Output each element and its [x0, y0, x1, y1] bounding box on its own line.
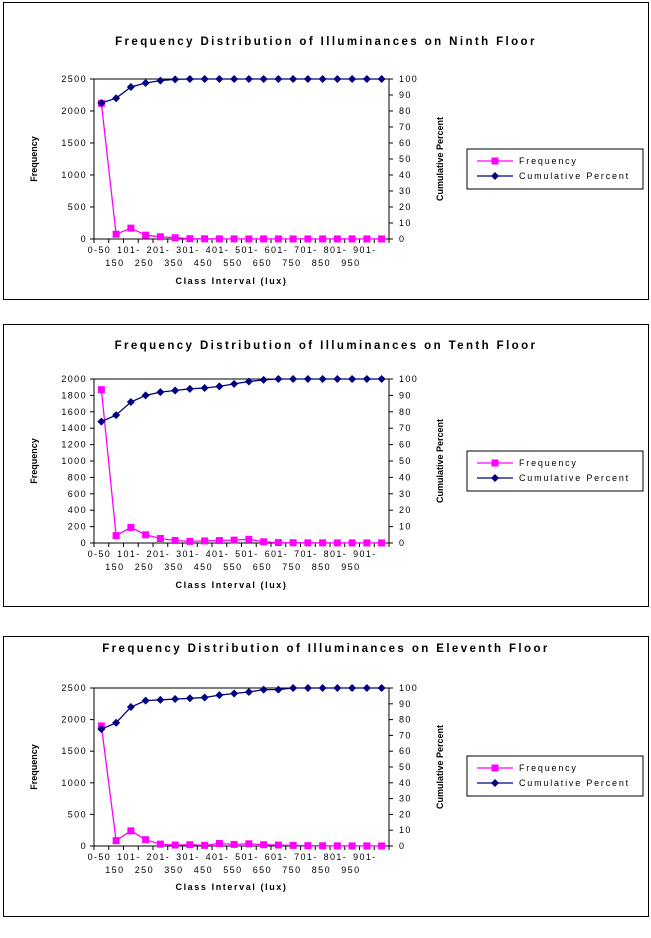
frequency-point	[378, 235, 385, 242]
x-tick-label-second-line: 650	[252, 258, 272, 268]
frequency-point	[334, 539, 341, 546]
frequency-point	[231, 235, 238, 242]
x-tick-label: 501-	[235, 549, 259, 559]
cumulative-percent-point	[186, 694, 194, 702]
cumulative-percent-point	[186, 385, 194, 393]
y2-tick-label: 90	[399, 90, 412, 100]
cumulative-percent-point	[156, 77, 164, 85]
series-line-cumulative-percent	[101, 379, 381, 422]
frequency-point	[201, 842, 208, 849]
y-tick-label: 2500	[61, 74, 87, 84]
frequency-point	[245, 536, 252, 543]
frequency-point	[216, 840, 223, 847]
frequency-point	[290, 235, 297, 242]
x-tick-label: 401-	[205, 245, 230, 255]
x-tick-label-second-line: 750	[282, 865, 302, 875]
y2-tick-label: 70	[399, 730, 412, 741]
cumulative-percent-point	[245, 75, 253, 83]
x-tick-label-second-line: 350	[164, 258, 184, 268]
x-tick-label-second-line: 150	[105, 865, 125, 875]
cumulative-percent-point	[171, 386, 179, 394]
y-tick-label: 1600	[61, 406, 87, 417]
frequency-point	[186, 235, 193, 242]
chart-ninth-floor	[4, 3, 648, 299]
y2-tick-label: 50	[399, 456, 412, 466]
cumulative-percent-point	[274, 75, 282, 83]
x-tick-label-second-line: 650	[252, 865, 272, 875]
x-tick-label-second-line: 450	[193, 865, 213, 875]
x-tick-label: 0-50	[87, 852, 112, 862]
y2-tick-label: 0	[399, 841, 406, 851]
frequency-point	[113, 837, 120, 844]
cumulative-percent-point	[348, 375, 356, 383]
x-tick-label-second-line: 550	[223, 258, 243, 268]
y-tick-label: 0	[80, 538, 87, 548]
x-tick-label: 501-	[235, 852, 259, 862]
y-tick-label: 800	[67, 472, 87, 483]
x-tick-label: 301-	[176, 852, 200, 862]
y-tick-label: 1000	[61, 456, 87, 466]
y2-tick-label: 80	[399, 106, 412, 116]
x-tick-label: 601-	[264, 852, 289, 862]
cumulative-percent-point	[363, 375, 371, 383]
y2-axis-label: Cumulative Percent	[435, 724, 445, 810]
x-tick-label-second-line: 750	[282, 562, 302, 572]
y2-tick-label: 100	[399, 683, 419, 693]
chart-title: Frequency Distribution of Illuminances on Eleventh Floor	[102, 643, 550, 655]
x-tick-label: 301-	[176, 549, 200, 559]
y-tick-label: 2000	[61, 374, 87, 384]
cumulative-percent-point	[230, 380, 238, 388]
x-tick-label: 0-50	[87, 245, 112, 255]
y-tick-label: 600	[67, 488, 87, 499]
legend-label: Cumulative Percent	[519, 778, 630, 788]
frequency-point	[172, 234, 179, 241]
legend-label: Frequency	[519, 156, 578, 166]
y2-tick-label: 70	[399, 122, 412, 132]
frequency-point	[319, 235, 326, 242]
series-line-frequency	[101, 726, 381, 846]
frequency-point	[260, 841, 267, 848]
y2-tick-label: 0	[399, 538, 406, 548]
series-line-frequency	[101, 390, 381, 543]
frequency-point	[142, 531, 149, 538]
cumulative-percent-point	[348, 75, 356, 83]
frequency-point	[378, 842, 385, 849]
x-tick-label: 801-	[323, 245, 348, 255]
y-tick-label: 1400	[61, 423, 87, 434]
cumulative-percent-point	[274, 375, 282, 383]
cumulative-percent-point	[319, 684, 327, 692]
x-tick-label-second-line: 550	[223, 562, 243, 572]
x-tick-label: 501-	[235, 245, 259, 255]
x-tick-label-second-line: 850	[311, 865, 331, 875]
cumulative-percent-point	[171, 695, 179, 703]
cumulative-percent-point	[201, 384, 209, 392]
cumulative-percent-point	[230, 75, 238, 83]
y2-tick-label: 60	[399, 439, 412, 450]
y-axis-label: Frequency	[29, 136, 39, 182]
x-tick-label: 901-	[353, 852, 377, 862]
x-tick-label-second-line: 950	[341, 865, 361, 875]
y2-tick-label: 20	[399, 809, 412, 820]
x-tick-label: 801-	[323, 549, 348, 559]
legend-box	[467, 451, 643, 491]
legend-box	[467, 149, 643, 189]
x-tick-label: 401-	[205, 549, 230, 559]
y2-tick-label: 70	[399, 423, 412, 434]
y-axis-label: Frequency	[29, 438, 39, 484]
x-axis-label: Class Interval (lux)	[175, 276, 288, 286]
x-tick-label-second-line: 250	[134, 865, 154, 875]
legend-marker-square	[492, 460, 499, 467]
y2-tick-label: 40	[399, 170, 412, 180]
cumulative-percent-point	[363, 684, 371, 692]
frequency-point	[349, 235, 356, 242]
frequency-point	[113, 231, 120, 238]
x-tick-label-second-line: 350	[164, 562, 184, 572]
y-tick-label: 1800	[61, 390, 87, 401]
cumulative-percent-point	[333, 684, 341, 692]
y2-tick-label: 10	[399, 521, 412, 532]
y2-tick-label: 20	[399, 505, 412, 516]
x-tick-label: 101-	[117, 549, 141, 559]
legend-marker-square	[492, 158, 499, 165]
frequency-point	[201, 235, 208, 242]
frequency-point	[98, 386, 105, 393]
y2-tick-label: 90	[399, 698, 412, 709]
x-tick-label: 901-	[353, 245, 377, 255]
frequency-point	[157, 535, 164, 542]
x-tick-label-second-line: 950	[341, 258, 361, 268]
chart-panel-eleventh-floor	[3, 636, 649, 917]
cumulative-percent-point	[186, 75, 194, 83]
x-axis-label: Class Interval (lux)	[175, 882, 288, 892]
chart-title: Frequency Distribution of Illuminances on Ninth Floor	[115, 36, 537, 48]
y-axis-label: Frequency	[29, 744, 39, 790]
cumulative-percent-point	[319, 375, 327, 383]
cumulative-percent-point	[348, 684, 356, 692]
x-tick-label: 101-	[117, 245, 141, 255]
cumulative-percent-point	[171, 75, 179, 83]
y2-tick-label: 0	[399, 234, 406, 244]
series-line-cumulative-percent	[101, 688, 381, 729]
y-tick-label: 1200	[61, 439, 87, 450]
frequency-point	[290, 842, 297, 849]
cumulative-percent-point	[260, 75, 268, 83]
x-tick-label-second-line: 350	[164, 865, 184, 875]
cumulative-percent-point	[333, 75, 341, 83]
chart-panel-ninth-floor	[3, 2, 649, 300]
x-tick-label: 301-	[176, 245, 200, 255]
x-tick-label: 801-	[323, 852, 348, 862]
frequency-point	[142, 232, 149, 239]
frequency-point	[127, 827, 134, 834]
frequency-point	[157, 233, 164, 240]
x-tick-label: 601-	[264, 549, 289, 559]
cumulative-percent-point	[201, 75, 209, 83]
chart-panel-tenth-floor	[3, 324, 649, 607]
cumulative-percent-point	[378, 75, 386, 83]
frequency-point	[172, 537, 179, 544]
frequency-point	[172, 842, 179, 849]
frequency-point	[157, 841, 164, 848]
frequency-point	[275, 539, 282, 546]
y2-tick-label: 60	[399, 138, 412, 148]
cumulative-percent-point	[245, 688, 253, 696]
frequency-point	[245, 235, 252, 242]
frequency-point	[275, 235, 282, 242]
frequency-point	[216, 235, 223, 242]
cumulative-percent-point	[378, 375, 386, 383]
x-tick-label-second-line: 850	[311, 562, 331, 572]
frequency-point	[363, 539, 370, 546]
x-tick-label-second-line: 150	[105, 562, 125, 572]
y2-tick-label: 30	[399, 488, 412, 499]
frequency-point	[216, 537, 223, 544]
y-tick-label: 1500	[61, 746, 87, 757]
cumulative-percent-point	[289, 75, 297, 83]
frequency-point	[186, 841, 193, 848]
frequency-point	[260, 235, 267, 242]
cumulative-percent-point	[378, 684, 386, 692]
x-tick-label-second-line: 450	[193, 258, 213, 268]
x-tick-label-second-line: 950	[341, 562, 361, 572]
frequency-point	[363, 235, 370, 242]
cumulative-percent-point	[289, 375, 297, 383]
y2-tick-label: 80	[399, 406, 412, 417]
frequency-point	[127, 225, 134, 232]
cumulative-percent-point	[304, 684, 312, 692]
cumulative-percent-point	[289, 684, 297, 692]
x-axis-label: Class Interval (lux)	[175, 580, 288, 590]
frequency-point	[275, 842, 282, 849]
frequency-point	[113, 532, 120, 539]
y2-tick-label: 50	[399, 154, 412, 164]
cumulative-percent-point	[304, 75, 312, 83]
y2-tick-label: 90	[399, 390, 412, 401]
frequency-point	[231, 841, 238, 848]
cumulative-percent-point	[260, 376, 268, 384]
y2-tick-label: 100	[399, 374, 419, 384]
chart-tenth-floor	[4, 325, 648, 606]
series-line-frequency	[101, 103, 381, 239]
y2-tick-label: 80	[399, 714, 412, 725]
cumulative-percent-point	[333, 375, 341, 383]
cumulative-percent-point	[215, 75, 223, 83]
x-tick-label: 701-	[294, 245, 318, 255]
y-tick-label: 0	[80, 841, 87, 851]
y2-tick-label: 40	[399, 472, 412, 483]
x-tick-label: 101-	[117, 852, 141, 862]
frequency-point	[142, 836, 149, 843]
cumulative-percent-point	[142, 391, 150, 399]
y2-axis-label: Cumulative Percent	[435, 116, 445, 202]
frequency-point	[231, 537, 238, 544]
frequency-point	[334, 235, 341, 242]
frequency-point	[201, 537, 208, 544]
chart-eleventh-floor	[4, 637, 648, 916]
y2-tick-label: 100	[399, 74, 419, 84]
frequency-point	[334, 842, 341, 849]
cumulative-percent-point	[260, 686, 268, 694]
x-tick-label-second-line: 250	[134, 562, 154, 572]
y2-tick-label: 10	[399, 218, 412, 228]
y2-tick-label: 10	[399, 825, 412, 836]
frequency-point	[304, 842, 311, 849]
y-tick-label: 1000	[61, 777, 87, 788]
frequency-point	[127, 524, 134, 531]
y-tick-label: 2000	[61, 714, 87, 725]
cumulative-percent-point	[215, 691, 223, 699]
x-tick-label: 201-	[146, 852, 171, 862]
legend-box	[467, 756, 643, 796]
chart-title: Frequency Distribution of Illuminances on Tenth Floor	[114, 340, 538, 352]
legend-label: Frequency	[519, 763, 578, 773]
legend-marker-square	[492, 765, 499, 772]
cumulative-percent-point	[156, 696, 164, 704]
cumulative-percent-point	[304, 375, 312, 383]
x-tick-label-second-line: 550	[223, 865, 243, 875]
x-tick-label: 201-	[146, 245, 171, 255]
y2-tick-label: 30	[399, 793, 412, 804]
y2-axis-label: Cumulative Percent	[435, 418, 445, 504]
y-tick-label: 2000	[61, 106, 87, 116]
x-tick-label-second-line: 250	[134, 258, 154, 268]
legend-label: Cumulative Percent	[519, 171, 630, 181]
frequency-point	[349, 539, 356, 546]
y-tick-label: 1000	[61, 170, 87, 180]
frequency-point	[378, 539, 385, 546]
y2-tick-label: 50	[399, 762, 412, 772]
x-tick-label: 401-	[205, 852, 230, 862]
cumulative-percent-point	[274, 686, 282, 694]
cumulative-percent-point	[319, 75, 327, 83]
cumulative-percent-point	[156, 388, 164, 396]
x-tick-label-second-line: 850	[311, 258, 331, 268]
frequency-point	[304, 539, 311, 546]
x-tick-label: 0-50	[87, 549, 112, 559]
frequency-point	[186, 538, 193, 545]
frequency-point	[363, 842, 370, 849]
y-tick-label: 2500	[61, 683, 87, 693]
y-tick-label: 0	[80, 234, 87, 244]
x-tick-label-second-line: 650	[252, 562, 272, 572]
y-tick-label: 500	[67, 202, 87, 212]
x-tick-label: 701-	[294, 852, 318, 862]
frequency-point	[349, 842, 356, 849]
y2-tick-label: 30	[399, 186, 412, 196]
x-tick-label-second-line: 150	[105, 258, 125, 268]
frequency-point	[304, 235, 311, 242]
x-tick-label-second-line: 450	[193, 562, 213, 572]
x-tick-label: 601-	[264, 245, 289, 255]
x-tick-label: 901-	[353, 549, 377, 559]
y-tick-label: 1500	[61, 138, 87, 148]
x-tick-label-second-line: 750	[282, 258, 302, 268]
frequency-point	[319, 539, 326, 546]
frequency-point	[290, 539, 297, 546]
frequency-point	[260, 538, 267, 545]
y-tick-label: 200	[67, 521, 87, 532]
cumulative-percent-point	[201, 693, 209, 701]
x-tick-label: 201-	[146, 549, 171, 559]
y-tick-label: 400	[67, 505, 87, 516]
cumulative-percent-point	[142, 697, 150, 705]
frequency-point	[245, 840, 252, 847]
cumulative-percent-point	[215, 382, 223, 390]
legend-label: Cumulative Percent	[519, 473, 630, 483]
cumulative-percent-point	[142, 79, 150, 87]
cumulative-percent-point	[363, 75, 371, 83]
y2-tick-label: 20	[399, 202, 412, 212]
frequency-point	[319, 842, 326, 849]
cumulative-percent-point	[230, 690, 238, 698]
y-tick-label: 500	[67, 809, 87, 820]
x-tick-label: 701-	[294, 549, 318, 559]
y2-tick-label: 40	[399, 777, 412, 788]
legend-label: Frequency	[519, 458, 578, 468]
y2-tick-label: 60	[399, 746, 412, 757]
